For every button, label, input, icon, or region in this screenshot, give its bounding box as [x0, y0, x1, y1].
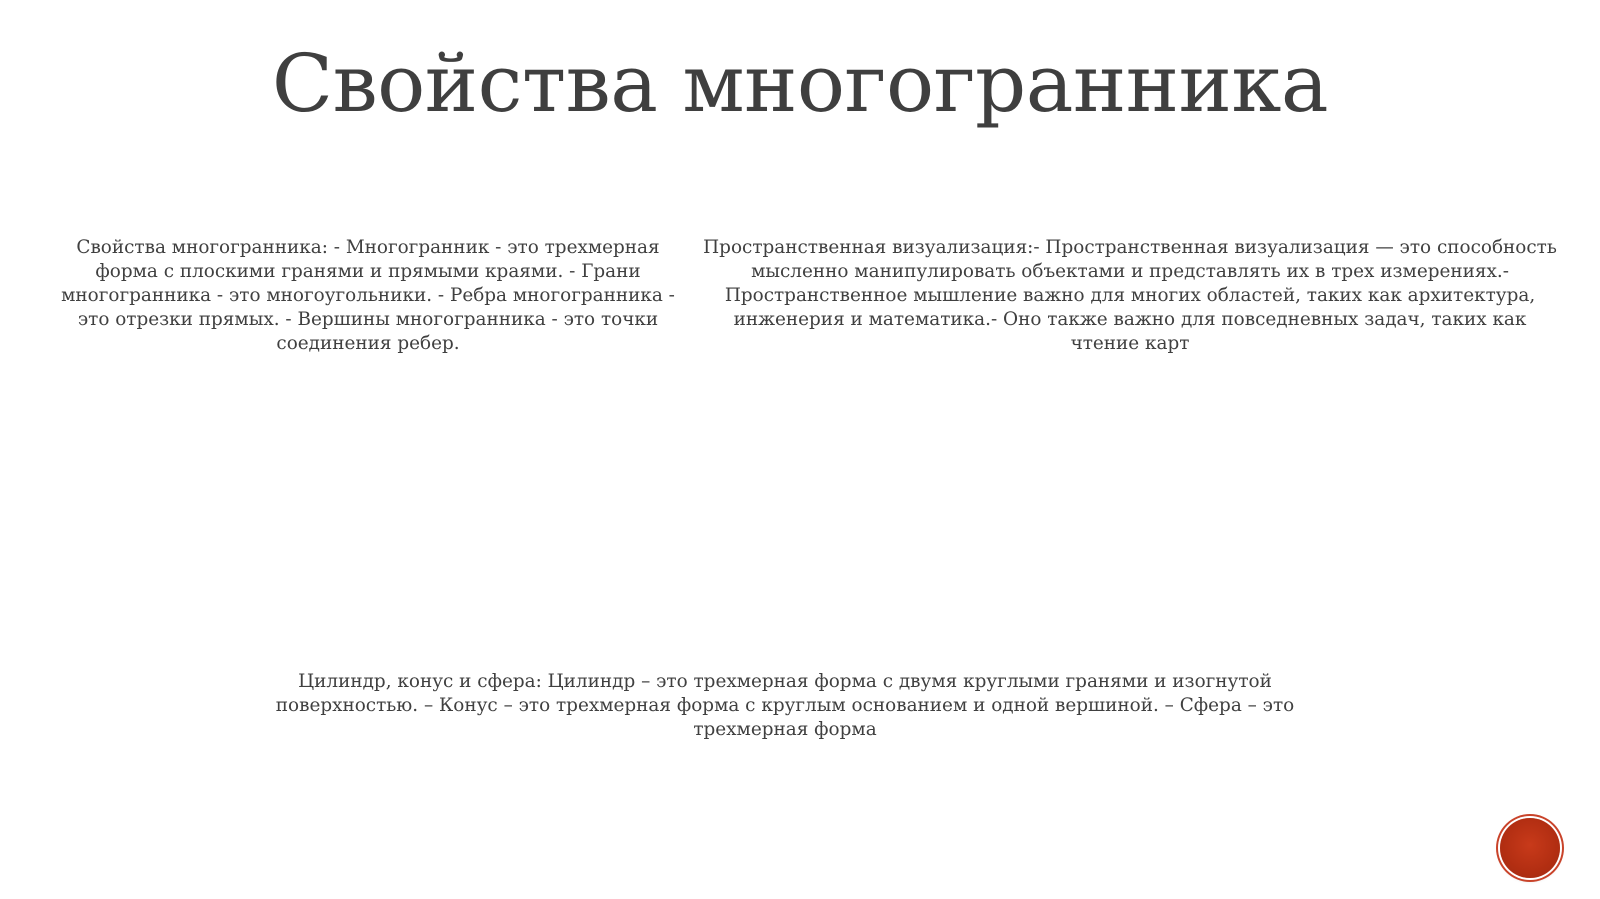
slide-title: Свойства многогранника — [271, 37, 1329, 130]
text-block-polyhedron-properties: Свойства многогранника: - Многогранник - это трехмерная форма с плоскими гранями и прямыми краями. - Грани многогранника - это многоугольники. - Ребра многогранника - это отрезки прямых. - Вершины многогранника - это точки соединения ребер. — [61, 237, 675, 354]
text-block-cylinder-cone-sphere: Цилиндр, конус и сфера: Цилиндр – это трехмерная форма с двумя круглыми гранями и изогнутой поверхностью. – Конус – это трехмерная форма с круглым основанием и одной вершиной. – Сфера – это трехмерная форма — [275, 671, 1295, 740]
text-block-spatial-visualization: Пространственная визуализация:- Пространственная визуализация — это способность мысленно манипулировать объектами и представлять их в трех измерениях.- Пространственное мышление важно для многих областей, таких как архитектура, инженерия и математика.- Оно также важно для повседневных задач, таких как чтение карт — [703, 237, 1557, 354]
circle-button-icon[interactable] — [1500, 818, 1560, 878]
